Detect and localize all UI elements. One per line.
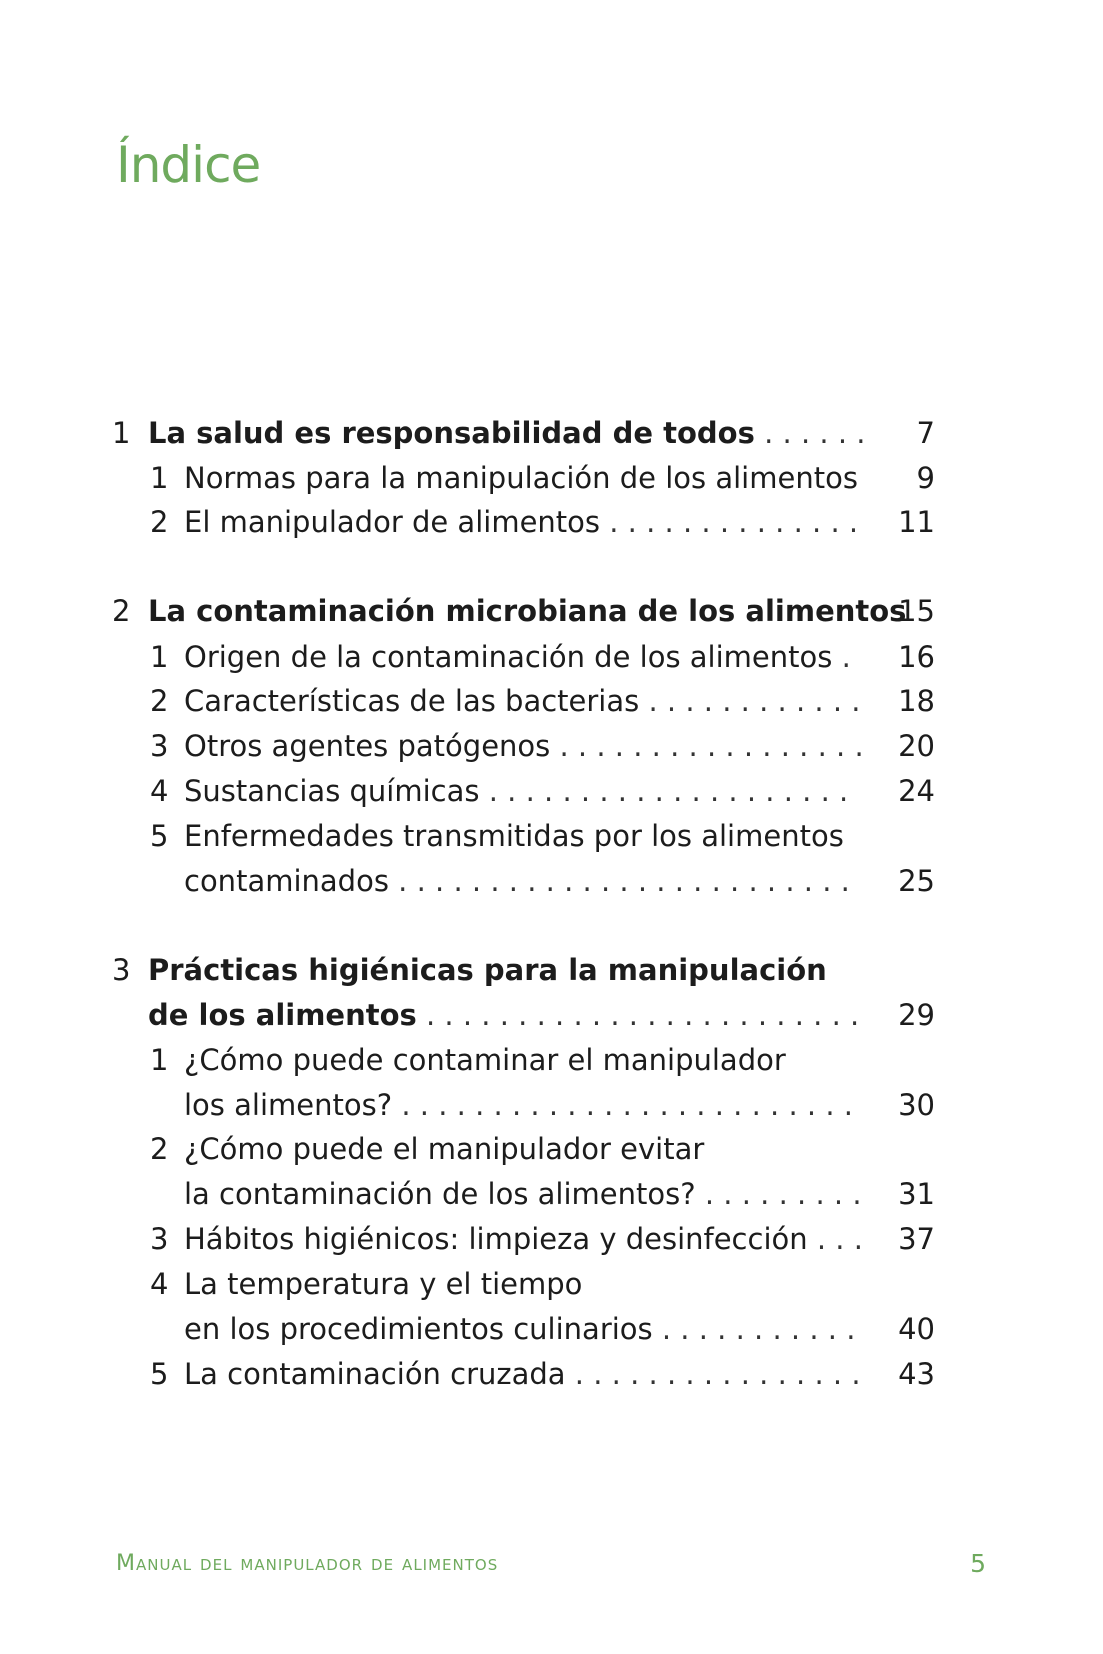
toc-entry-text: de los alimentos	[148, 998, 417, 1032]
toc-entry-title	[184, 1038, 786, 1082]
toc-leader-dots: . . . . . . . . . . . . . . . . . . . . . . . .	[416, 998, 860, 1032]
toc-section-line	[150, 1352, 935, 1396]
toc-entry-title	[184, 1352, 861, 1396]
toc-entry-title	[184, 1307, 855, 1351]
toc-number: 3	[150, 1222, 169, 1256]
toc-page-number: 16	[898, 640, 935, 674]
toc-entry-title	[184, 814, 844, 858]
toc-section-line	[150, 1038, 935, 1082]
toc-entry-title	[184, 1127, 704, 1171]
page-footer	[116, 1547, 987, 1581]
toc-chapter-line	[112, 411, 935, 455]
toc-entry-title	[148, 589, 906, 633]
toc-number: 5	[150, 819, 169, 853]
toc-number: 3	[150, 729, 169, 763]
toc-number: 2	[150, 684, 169, 718]
page-title: Índice	[116, 136, 261, 194]
toc-entry-title	[148, 993, 859, 1037]
toc-entry-title	[184, 769, 848, 813]
toc-page-number: 43	[898, 1357, 935, 1391]
toc-entry-text: Otros agentes patógenos	[184, 729, 551, 763]
toc-page-number: 24	[898, 774, 935, 808]
toc-leader-dots: . . . . . . . . . . . . . . . .	[565, 1357, 861, 1391]
toc-section-line	[150, 1262, 935, 1306]
toc-number: 3	[112, 953, 131, 987]
toc-leader-dots: . . . . . . . . . . .	[652, 1312, 856, 1346]
toc-page-number: 7	[916, 416, 935, 450]
toc-entry-text: Hábitos higiénicos: limpieza y desinfección	[184, 1222, 808, 1256]
toc-entry-text: La temperatura y el tiempo	[184, 1267, 583, 1301]
toc-entry-text: ¿Cómo puede contaminar el manipulador	[184, 1043, 786, 1077]
toc-entry-text: la contaminación de los alimentos?	[184, 1177, 696, 1211]
toc-leader-dots: . . . . . . . . . . . . . .	[600, 505, 859, 539]
toc-entry-title	[184, 1217, 863, 1261]
toc-page-number: 18	[898, 684, 935, 718]
toc-number: 1	[150, 461, 169, 495]
toc-leader-dots: . . .	[807, 1222, 863, 1256]
toc-entry-text: La salud es responsabilidad de todos	[148, 416, 755, 450]
toc-leader-dots: . . . . . . . . . . . . . . . . .	[550, 729, 864, 763]
toc-page-number: 11	[898, 505, 935, 539]
toc-section-line	[150, 1307, 935, 1351]
toc-leader-dots: . . . . . . . . . . . . . . . . . . . . . . . . .	[388, 864, 850, 898]
toc-section-line	[150, 679, 935, 723]
toc-page-number: 31	[898, 1177, 935, 1211]
toc-entry-text: Sustancias químicas	[184, 774, 480, 808]
toc-section-line	[150, 1127, 935, 1171]
toc-page-number: 40	[898, 1312, 935, 1346]
toc-section-line	[150, 1172, 935, 1216]
toc-entry-title	[148, 411, 865, 455]
toc-number: 1	[112, 416, 131, 450]
toc-section-line	[150, 724, 935, 768]
toc-page-number: 20	[898, 729, 935, 763]
toc-entry-text: Enfermedades transmitidas por los alimentos	[184, 819, 844, 853]
toc-page-number: 15	[898, 594, 935, 628]
toc-entry-title	[184, 500, 858, 544]
toc-number: 2	[112, 594, 131, 628]
toc-entry-title	[184, 1083, 853, 1127]
toc-section-line	[150, 456, 935, 500]
toc-entry-text: Características de las bacterias	[184, 684, 640, 718]
toc-chapter-line	[112, 948, 935, 992]
toc-entry-text: contaminados	[184, 864, 389, 898]
toc-chapter-line	[112, 993, 935, 1037]
toc-section-line	[150, 769, 935, 813]
footer-title: Manual del manipulador de alimentos	[116, 1551, 499, 1576]
toc-entry-text: La contaminación cruzada	[184, 1357, 566, 1391]
toc-section-line	[150, 1083, 935, 1127]
toc-leader-dots: . . . . . . . . . . . . . . . . . . . . . . . . .	[392, 1088, 854, 1122]
toc-number: 4	[150, 774, 169, 808]
toc-entry-title	[184, 859, 850, 903]
toc-entry-title	[184, 1172, 862, 1216]
toc-entry-text: Origen de la contaminación de los alimentos	[184, 640, 833, 674]
toc-entry-title	[148, 948, 827, 992]
toc-entry-text: en los procedimientos culinarios	[184, 1312, 653, 1346]
toc-page-number: 30	[898, 1088, 935, 1122]
toc-entry-title	[184, 1262, 582, 1306]
toc-leader-dots: . . . . . . . . .	[695, 1177, 862, 1211]
toc-entry-text: El manipulador de alimentos	[184, 505, 601, 539]
toc-entry-text: los alimentos?	[184, 1088, 393, 1122]
toc-section-line	[150, 814, 935, 858]
toc-entry-text: ¿Cómo puede el manipulador evitar	[184, 1132, 705, 1166]
toc-section-line	[150, 500, 935, 544]
toc-entry-title	[184, 635, 851, 679]
toc-number: 4	[150, 1267, 169, 1301]
toc-section-line	[150, 859, 935, 903]
toc-section-line	[150, 635, 935, 679]
toc-page-number: 9	[916, 461, 935, 495]
toc-number: 1	[150, 640, 169, 674]
toc-entry-text: Normas para la manipulación de los alimentos	[184, 461, 858, 495]
toc-entry-text: Prácticas higiénicas para la manipulación	[148, 953, 827, 987]
footer-page-number: 5	[970, 1549, 987, 1578]
toc-number: 1	[150, 1043, 169, 1077]
toc-leader-dots: . . . . . . . . . . . . . . . . . . . .	[479, 774, 849, 808]
toc-section-line	[150, 1217, 935, 1261]
toc-number: 5	[150, 1357, 169, 1391]
toc-chapter-line	[112, 589, 935, 633]
toc-leader-dots: . . . . . . . . . . . .	[639, 684, 861, 718]
toc-leader-dots: . . . . . .	[754, 416, 866, 450]
toc-entry-text: La contaminación microbiana de los alimentos	[148, 594, 907, 628]
toc-entry-title	[184, 456, 858, 500]
toc-page-number: 29	[898, 998, 935, 1032]
toc-number: 2	[150, 1132, 169, 1166]
toc-entry-title	[184, 679, 861, 723]
toc-number: 2	[150, 505, 169, 539]
toc-page-number: 25	[898, 864, 935, 898]
toc-entry-title	[184, 724, 864, 768]
toc-leader-dots: .	[832, 640, 851, 674]
toc-page-number: 37	[898, 1222, 935, 1256]
